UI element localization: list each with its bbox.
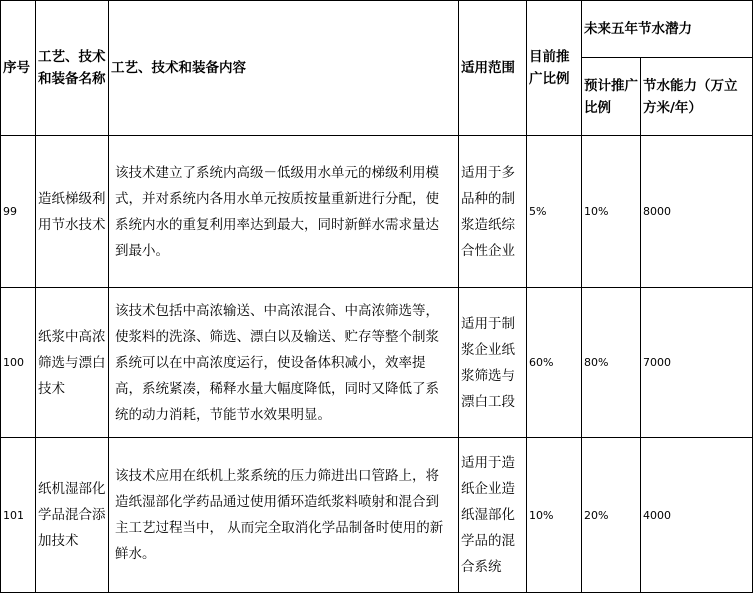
cell-name: 纸机湿部化学品混合添加技术 <box>36 438 109 593</box>
cell-current-ratio: 60% <box>527 288 582 438</box>
cell-scope: 适用于多品种的制浆造纸综合性企业 <box>459 136 527 288</box>
cell-capacity: 4000 <box>641 438 753 593</box>
cell-expected-ratio: 80% <box>582 288 641 438</box>
cell-seq: 99 <box>1 136 36 288</box>
table-row <box>1 438 753 593</box>
header-content: 工艺、技术和装备内容 <box>109 1 459 136</box>
cell-seq: 100 <box>1 288 36 438</box>
header-scope: 适用范围 <box>459 1 527 136</box>
cell-current-ratio: 5% <box>527 136 582 288</box>
header-future-potential: 未来五年节水潜力 <box>582 1 753 58</box>
cell-name: 纸浆中高浓筛选与漂白技术 <box>36 288 109 438</box>
cell-content: 该技术建立了系统内高级－低级用水单元的梯级利用模式，并对系统内各用水单元按质按量重新进行分配，使系统内水的重复利用率达到最大，同时新鲜水需求量达到最小。 <box>109 136 459 288</box>
header-seq: 序号 <box>1 1 36 136</box>
header-capacity: 节水能力（万立方米/年） <box>641 58 753 136</box>
cell-content: 该技术应用在纸机上浆系统的压力筛进出口管路上，将造纸湿部化学药品通过使用循环造纸浆料喷射和混合到主工艺过程当中， 从而完全取消化学品制备时使用的新鲜水。 <box>109 438 459 593</box>
table-row <box>1 288 753 438</box>
cell-expected-ratio: 20% <box>582 438 641 593</box>
cell-scope: 适用于造纸企业造纸湿部化学品的混合系统 <box>459 438 527 593</box>
header-expected-ratio: 预计推广比例 <box>582 58 641 136</box>
header-current-ratio: 目前推广比例 <box>527 1 582 136</box>
cell-capacity: 8000 <box>641 136 753 288</box>
cell-capacity: 7000 <box>641 288 753 438</box>
cell-name: 造纸梯级利用节水技术 <box>36 136 109 288</box>
cell-content: 该技术包括中高浓输送、中高浓混合、中高浓筛选等，使浆料的洗涤、筛选、漂白以及输送、贮存等整个制浆系统可以在中高浓度运行，使设备体积减小，效率提高，系统紧凑，稀释水量大幅度降低，同时又降低了系统的动力消耗，节能节水效果明显。 <box>109 288 459 438</box>
cell-scope: 适用于制浆企业纸浆筛选与漂白工段 <box>459 288 527 438</box>
header-name: 工艺、技术和装备名称 <box>36 1 109 136</box>
table-row <box>1 136 753 288</box>
cell-current-ratio: 10% <box>527 438 582 593</box>
cell-seq: 101 <box>1 438 36 593</box>
cell-expected-ratio: 10% <box>582 136 641 288</box>
